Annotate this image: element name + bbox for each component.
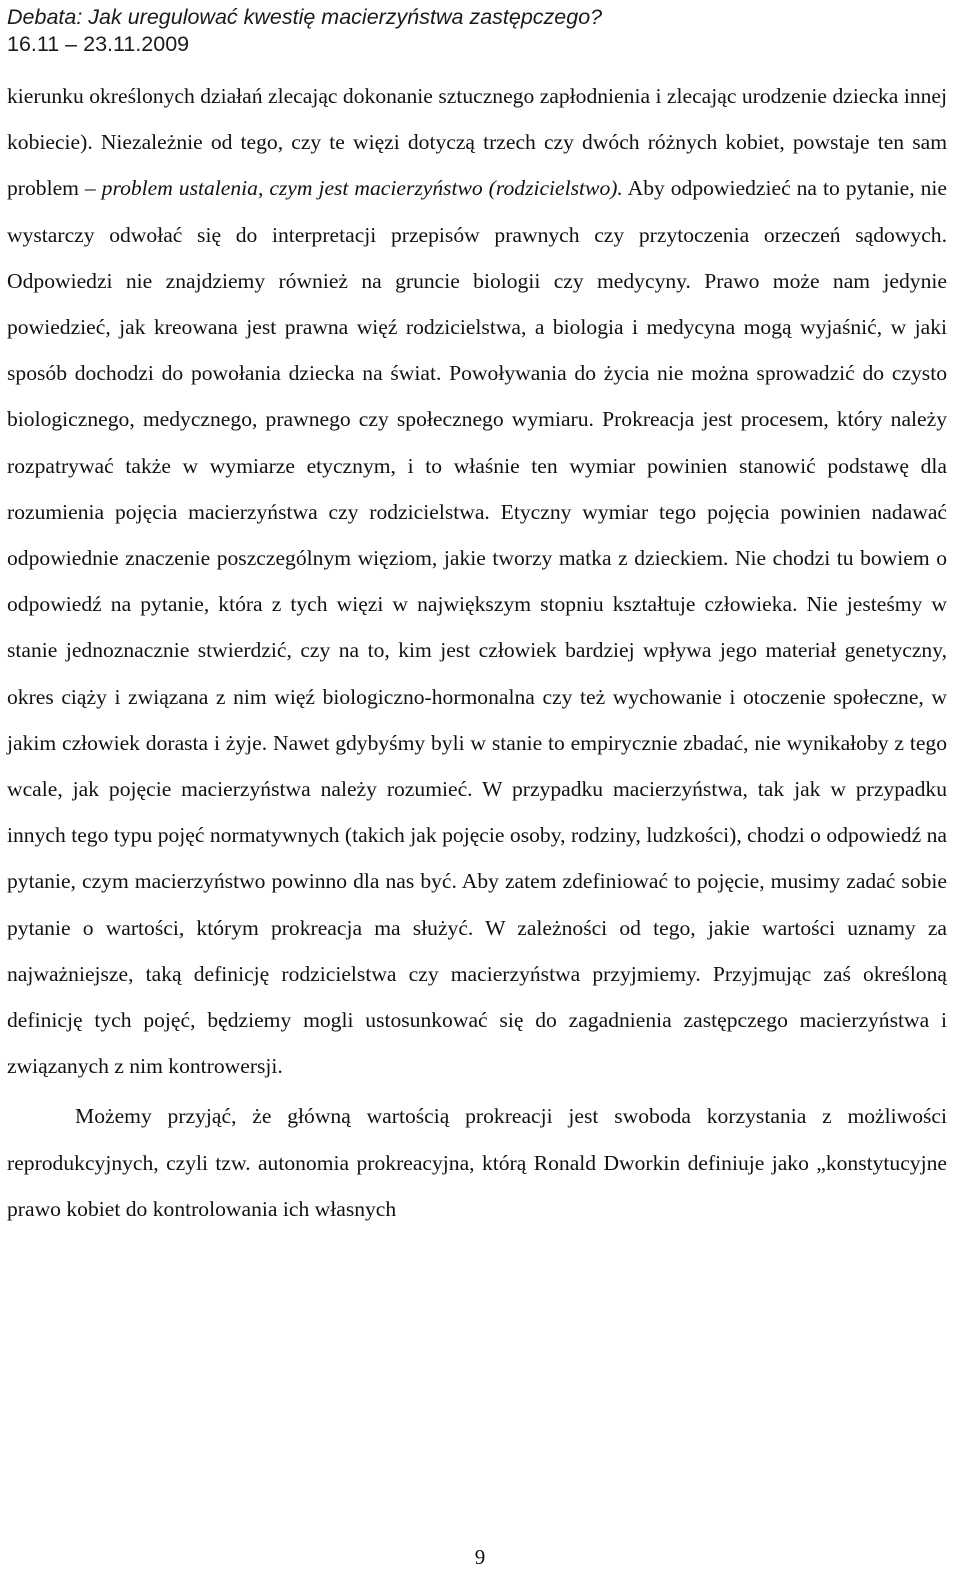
paragraph-1-text-b: Aby odpowiedzieć na to pytanie, nie wystarczy odwołać się do interpretacji przepisów prawnych czy przytoczenia orzeczeń sądowych. Odpowiedzi nie znajdziemy również na gruncie biologii czy medycyny. Prawo może nam jedynie powiedzieć, jak kreowana jest prawna więź rodzicielstwa, a biologia i medycyna mogą wyjaśnić, w jaki sposób dochodzi do powołania dziecka na świat. Powoływania do życia nie można sprowadzić do czysto biologicznego, medycznego, prawnego czy społecznego wymiaru. Prokreacja jest procesem, który należy rozpatrywać także w wymiarze etycznym, i to właśnie ten wymiar powinien stanowić podstawę dla rozumienia pojęcia macierzyństwa czy rodzicielstwa. Etyczny wymiar tego pojęcia powinien nadawać odpowiednie znaczenie poszczególnym więziom, jakie tworzy matka z dzieckiem. Nie chodzi tu bowiem o odpowiedź na pytanie, która z tych więzi w największym stopniu kształtuje człowieka. Nie jesteśmy w stanie jednoznacznie stwierdzić, czy na to, kim jest człowiek bardziej wpływa jego materiał genetyczny, okres ciąży i związana z nim więź biologiczno-hormonalna czy też wychowanie i otoczenie społeczne, w jakim człowiek dorasta i żyje. Nawet gdybyśmy byli w stanie to empirycznie zbadać, nie wynikałoby z tego wcale, jak pojęcie macierzyństwa należy rozumieć. W przypadku macierzyństwa, tak jak w przypadku innych tego typu pojęć normatywnych (takich jak pojęcie osoby, rodziny, ludzkości), chodzi o odpowiedź na pytanie, czym macierzyństwo powinno dla nas być. Aby zatem zdefiniować to pojęcie, musimy zadać sobie pytanie o wartości, którym prokreacja ma służyć. W zależności od tego, jakie wartości uznamy za najważniejsze, taką definicję rodzicielstwa czy macierzyństwa przyjmiemy. Przyjmując zaś określoną definicję tych pojęć, będziemy mogli ustosunkować się do zagadnienia zastępczego macierzyństwa i związanych z nim kontrowersji.: [7, 176, 947, 1079]
header-dates: 16.11 – 23.11.2009: [7, 32, 190, 56]
paragraph-1: [7, 73, 947, 1089]
paragraph-2: Możemy przyjąć, że główną wartością prokreacji jest swoboda korzystania z możliwości reprodukcyjnych, czyli tzw. autonomia prokreacyjna, którą Ronald Dworkin definiuje jako „konstytucyjne prawo kobiet do kontrolowania ich własnych: [7, 1104, 947, 1221]
page-header: [7, 4, 947, 58]
page-number: 9: [474, 1545, 486, 1569]
header-title: Debata: Jak uregulować kwestię macierzyństwa zastępczego?: [7, 5, 603, 29]
paragraph-1-text-a: kierunku określonych działań zlecając dokonanie sztucznego zapłodnienia i zlecając urodzenie dziecka innej kobiecie). Niezależnie od tego, czy te więzi dotyczą trzech czy dwóch różnych kobiet, powstaje ten sam problem –: [7, 84, 947, 201]
document-body: [7, 73, 947, 1232]
paragraph-1-italic-phrase: problem ustalenia, czym jest macierzyństwo (rodzicielstwo).: [101, 176, 623, 201]
